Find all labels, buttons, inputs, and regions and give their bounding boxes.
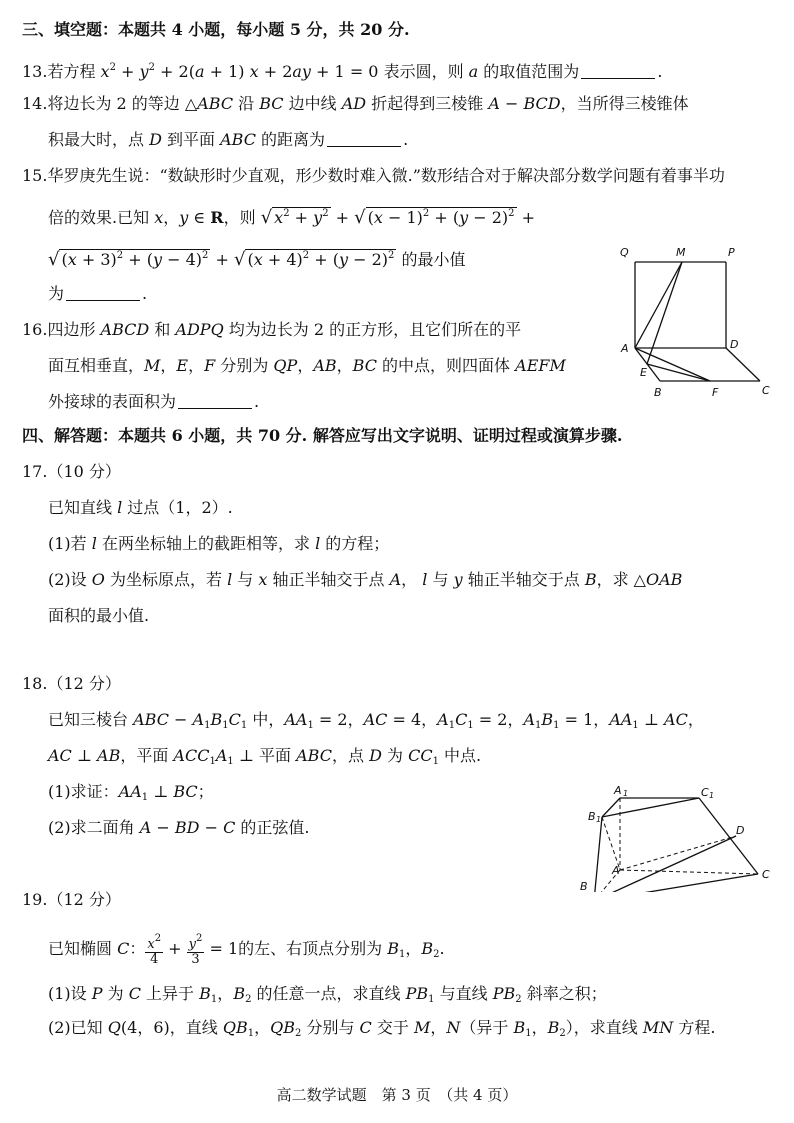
edge-DC [726, 348, 760, 381]
label-B: B [580, 880, 588, 892]
question-17-stem: 已知直线 l 过点（1，2）. [48, 498, 233, 517]
question-17-part2-cont: 面积的最小值. [48, 606, 150, 625]
answer-blank[interactable] [327, 132, 401, 147]
section4-title: 四、解答题：本题共 6 小题，共 70 分. 解答应写出文字说明、证明过程或演算步骤. [22, 426, 623, 445]
edge-B1D [602, 817, 620, 870]
question-17-part1: (1)若 l 在两坐标轴上的截距相等，求 l 的方程； [48, 534, 390, 553]
question-14-line2: 积最大时，点 D 到平面 ABC 的距离为 . [48, 130, 409, 149]
question-15-line4: 为 . [48, 284, 148, 303]
label-C1-sub: 1 [709, 791, 715, 800]
label-E: E [640, 366, 647, 379]
edge-C1C [699, 798, 758, 874]
question-17-header: 17.（10 分） [22, 462, 121, 481]
question-14-line1: 14.将边长为 2 的等边 △ABC 沿 BC 边中线 AD 折起得到三棱锥 A − BCD，当所得三棱锥体 [22, 94, 689, 113]
question-15-line1: 15.华罗庚先生说：“数缺形时少直观，形少数时难入微.”数形结合对于解决部分数学问题有着事半功 [22, 166, 725, 185]
figure-q18 [578, 782, 778, 892]
edge-ME [647, 262, 682, 364]
question-19-part1: (1)设 P 为 C 上异于 $B_1$，$B_2$ 的任意一点，求直线 $PB_1$ 与直线 $PB_2$ 斜率之积； [48, 984, 607, 1005]
question-17-part2: (2)设 O 为坐标原点，若 l 与 x 轴正半轴交于点 A， l 与 y 轴正半轴交于点 B，求 △OAB [48, 570, 683, 589]
edge-AM [635, 262, 682, 348]
label-B1: B [588, 810, 596, 823]
question-16-line1: 16.四边形 ABCD 和 ADPQ 均为边长为 2 的正方形，且它们所在的平 [22, 320, 522, 339]
answer-blank[interactable] [581, 64, 655, 79]
answer-blank[interactable] [66, 286, 140, 301]
label-C1: C [701, 786, 709, 799]
label-D: D [736, 824, 745, 837]
question-16-line3: 外接球的表面积为 . [48, 392, 260, 411]
label-A: A [621, 342, 629, 355]
question-18-stem1: 已知三棱台 ABC − $A_1B_1C_1$ 中，$AA_1 = 2$，AC = 4，$A_1C_1 = 2$，$A_1B_1 = 1$，$AA_1$ ⊥ AC， [48, 710, 704, 731]
label-A: A [612, 864, 620, 877]
label-F: F [712, 386, 719, 399]
question-18-stem2: AC ⊥ AB，平面 $ACC_1A_1$ ⊥ 平面 ABC，点 D 为 $CC_1$ 中点. [48, 746, 482, 767]
answer-blank[interactable] [178, 394, 252, 409]
page-footer: 高二数学试题 第 3 页 （共 4 页） [276, 1086, 518, 1104]
question-15-line2: 倍的效果.已知 x，y ∈ R，则 √ $x^2 + y^2$ + √ $(x - 1)^2 + (y - 2)^2$ + [48, 207, 536, 228]
label-A1: A [614, 784, 622, 797]
label-A1-sub: 1 [623, 789, 629, 798]
section3-title: 三、填空题：本题共 4 小题，每小题 5 分，共 20 分. [22, 20, 410, 39]
label-D: D [730, 338, 739, 351]
question-19-header: 19.（12 分） [22, 890, 121, 909]
edge-B1B [594, 817, 602, 892]
question-19-part2: (2)已知 Q(4，6)，直线 $QB_1$，$QB_2$ 分别与 C 交于 M，N（异于 $B_1$，$B_2$），求直线 MN 方程. [48, 1018, 716, 1039]
label-B1-sub: 1 [596, 815, 602, 824]
question-13: 13.若方程 $x^2 + y^2 + 2(a + 1) x + 2ay + 1 = 0$ 表示圆，则 a 的取值范围为 . [22, 62, 663, 81]
figure-q16 [610, 238, 785, 402]
question-18-part2: (2)求二面角 A − BD − C 的正弦值. [48, 818, 310, 837]
label-B: B [654, 386, 662, 399]
label-C: C [762, 384, 770, 397]
label-C: C [762, 868, 770, 881]
label-P: P [728, 246, 735, 259]
question-18-part1: (1)求证：$AA_1$ ⊥ BC； [48, 782, 214, 803]
question-16-line2: 面互相垂直，M，E，F 分别为 QP，AB，BC 的中点，则四面体 AEFM [48, 356, 566, 375]
label-M: M [676, 246, 686, 259]
edge-AC [620, 870, 758, 874]
label-Q: Q [620, 246, 629, 259]
question-15-line3: √ $(x + 3)^2 + (y - 4)^2$ + √ $(x + 4)^2 + (y - 2)^2$ 的最小值 [48, 249, 466, 270]
question-18-header: 18.（12 分） [22, 674, 121, 693]
edge-AD [620, 836, 736, 870]
question-19-stem: 已知椭圆 C： $\frac{x^2}{4}$ + $\frac{y^2}{3}$ = 1的左、右顶点分别为 $B_1$，$B_2$. [48, 933, 445, 967]
